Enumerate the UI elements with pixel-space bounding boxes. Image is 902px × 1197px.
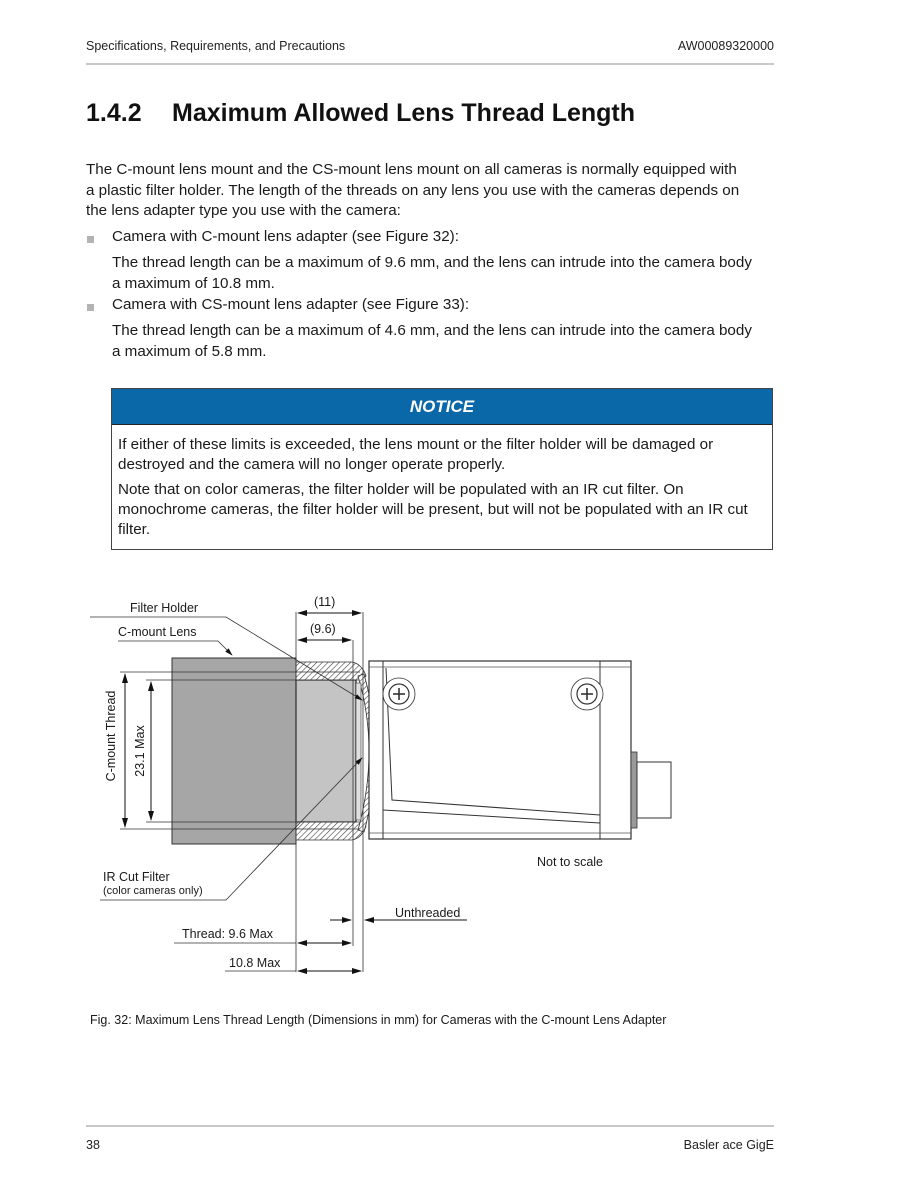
bullet-detail-line: a maximum of 10.8 mm. <box>112 274 275 292</box>
intro-line: a plastic filter holder. The length of the threads on any lens you use with the cameras depends on <box>86 181 740 199</box>
notice-paragraph: Note that on color cameras, the filter holder will be populated with an IR cut filter. On monochrome cameras, the filter holder will be present, but will not be populated with an IR cut filter. <box>118 481 748 538</box>
label-unthreaded: Unthreaded <box>395 906 461 920</box>
bullet-detail-line: The thread length can be a maximum of 4.6 mm, and the lens can intrude into the camera body <box>112 322 752 339</box>
lens-body <box>172 658 296 844</box>
label-not-to-scale: Not to scale <box>537 855 604 869</box>
footer-product: Basler ace GigE <box>683 1138 774 1152</box>
screw-icon-left <box>383 678 415 710</box>
label-filter-holder: Filter Holder <box>130 601 199 615</box>
section-title: Maximum Allowed Lens Thread Length <box>172 99 636 127</box>
label-ir-cut-note: (color cameras only) <box>103 885 203 897</box>
label-c-mount-thread: C-mount Thread <box>104 690 118 782</box>
running-header-section: Specifications, Requirements, and Precautions <box>86 39 346 53</box>
section-number: 1.4.2 <box>86 99 142 127</box>
page-number: 38 <box>86 1138 100 1152</box>
intro-line: The C-mount lens mount and the CS-mount lens mount on all cameras is normally equipped with <box>86 161 737 178</box>
bullet-label: Camera with CS-mount lens adapter (see Figure 33): <box>112 296 470 313</box>
bullet-detail-line: The thread length can be a maximum of 9.6 mm, and the lens can intrude into the camera body <box>112 254 752 271</box>
notice-paragraph: If either of these limits is exceeded, the lens mount or the filter holder will be damaged or destroyed and the camera will no longer operate properly. <box>118 436 714 473</box>
lens-mount-top <box>296 662 366 680</box>
bullet-detail-line: a maximum of 5.8 mm. <box>112 342 267 360</box>
notice-heading: NOTICE <box>112 389 772 425</box>
dimension-diameter: 23.1 Max <box>133 725 147 777</box>
running-header-doc-id: AW00089320000 <box>677 39 774 53</box>
dimension-9-6: (9.6) <box>310 622 336 636</box>
figure-caption: Fig. 32: Maximum Lens Thread Length (Dimensions in mm) for Cameras with the C-mount Lens Adapter <box>90 1013 667 1027</box>
lens-mount-bottom <box>296 822 366 840</box>
dimension-thread-max: Thread: 9.6 Max <box>182 927 274 941</box>
footer-divider <box>86 1125 774 1127</box>
rear-connector-flange <box>631 752 637 828</box>
label-c-mount-lens: C-mount Lens <box>118 625 197 639</box>
dimension-total-max: 10.8 Max <box>229 956 281 970</box>
label-ir-cut-filter: IR Cut Filter <box>103 870 170 884</box>
bullet-label: Camera with C-mount lens adapter (see Figure 32): <box>112 228 459 245</box>
rear-connector <box>637 762 671 818</box>
lens-thread-section <box>296 680 356 822</box>
intro-line: the lens adapter type you use with the camera: <box>86 202 401 219</box>
dimension-11: (11) <box>314 595 336 609</box>
screw-icon-right <box>571 678 603 710</box>
